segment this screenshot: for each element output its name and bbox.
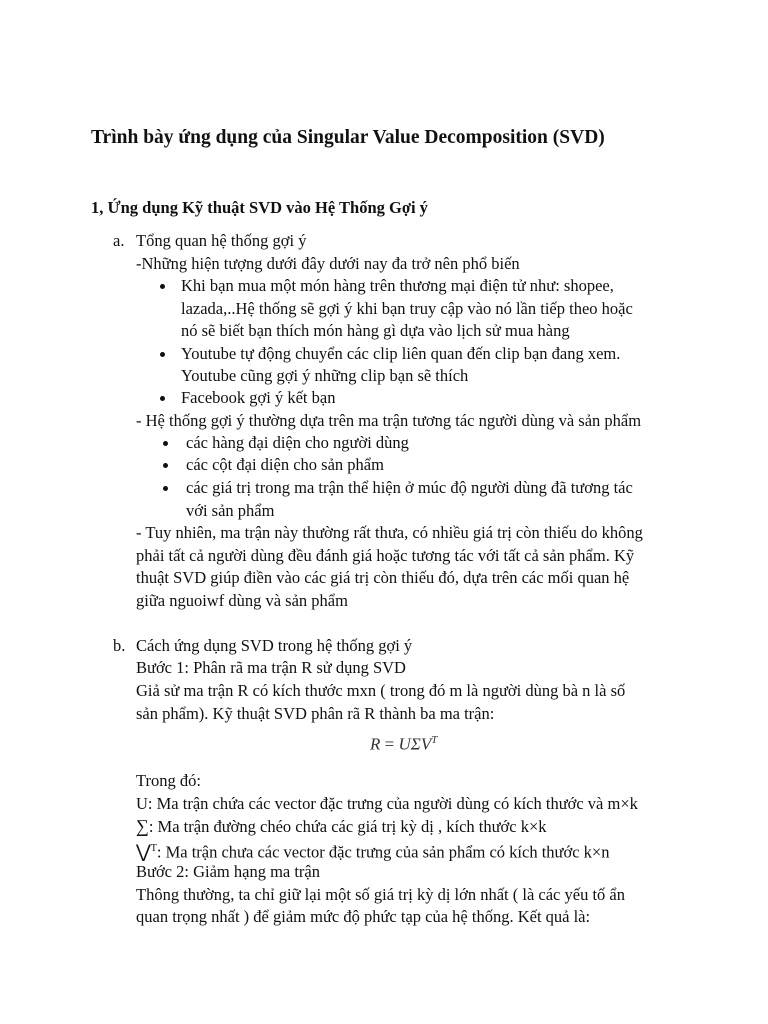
part-a-marker: a.	[113, 231, 125, 250]
v-desc-text: : Ma trận chưa các vector đặc trưng của sản phẩm có kích thước k×n	[156, 842, 610, 862]
paragraph-line: giữa nguoiwf dùng và sản phẩm	[136, 591, 348, 610]
bullet-icon	[163, 486, 168, 491]
bullet-text: Khi bạn mua một món hàng trên thương mại điện tử như: shopee,	[181, 276, 614, 295]
part-a-title: Tổng quan hệ thống gợi ý	[136, 231, 307, 250]
sigma-symbol: ∑	[136, 816, 149, 836]
section-heading: 1, Ứng dụng Kỹ thuật SVD vào Hệ Thống Gợi ý	[91, 198, 428, 217]
step-2-desc: Thông thường, ta chỉ giữ lại một số giá trị kỳ dị lớn nhất ( là các yếu tố ẩn	[136, 885, 625, 904]
sigma-description	[136, 815, 547, 838]
part-b-marker: b.	[113, 636, 126, 655]
step-1-desc: sản phẩm). Kỹ thuật SVD phân rã R thành ba ma trận:	[136, 704, 495, 723]
v-sup: T	[150, 843, 157, 854]
part-b-title: Cách ứng dụng SVD trong hệ thống gợi ý	[136, 636, 413, 655]
page-title: Trình bày ứng dụng của Singular Value Decomposition (SVD)	[91, 127, 605, 148]
step-1-heading: Bước 1: Phân rã ma trận R sử dụng SVD	[136, 658, 406, 677]
paragraph-line: - Tuy nhiên, ma trận này thường rất thưa, có nhiều giá trị còn thiếu do không	[136, 523, 643, 542]
bullet-text: lazada,..Hệ thống sẽ gợi ý khi bạn truy cập vào nó lần tiếp theo hoặc	[181, 299, 633, 318]
bullet-icon	[160, 284, 165, 289]
formula-equals: =	[384, 734, 395, 754]
bullet-icon	[160, 352, 165, 357]
bullet-text: nó sẽ biết bạn thích món hàng gì dựa vào lịch sử mua hàng	[181, 321, 570, 340]
bullet-icon	[163, 463, 168, 468]
bullet-icon	[160, 396, 165, 401]
part-a-intro: -Những hiện tượng dưới đây dưới nay đa trở nên phổ biến	[136, 254, 520, 273]
bullet-text: các cột đại diện cho sản phẩm	[186, 455, 384, 474]
svd-formula	[370, 734, 437, 755]
formula-lhs: R	[370, 734, 381, 754]
paragraph-line: thuật SVD giúp điền vào các giá trị còn thiếu đó, dựa trên các mối quan hệ	[136, 568, 630, 587]
formula-rhs: UΣV	[398, 734, 432, 754]
sigma-desc-text: : Ma trận đường chéo chứa các giá trị kỳ dị , kích thước k×k	[148, 817, 547, 836]
formula-sup: T	[431, 734, 438, 746]
step-2-desc: quan trọng nhất ) để giảm mức độ phức tạp của hệ thống. Kết quả là:	[136, 907, 591, 926]
bullet-text: các hàng đại diện cho người dùng	[186, 433, 409, 452]
bullet-text: Youtube cũng gợi ý những clip bạn sẽ thích	[181, 366, 469, 385]
bullet-text: với sản phẩm	[186, 501, 275, 520]
u-description: U: Ma trận chứa các vector đặc trưng của người dùng có kích thước và m×k	[136, 794, 638, 813]
where-label: Trong đó:	[136, 771, 201, 790]
bullet-text: Youtube tự động chuyển các clip liên quan đến clip bạn đang xem.	[181, 344, 621, 363]
bullet-icon	[163, 441, 168, 446]
step-1-desc: Giả sử ma trận R có kích thước mxn ( trong đó m là người dùng bà n là số	[136, 681, 626, 700]
bullet-text: Facebook gợi ý kết bạn	[181, 388, 336, 407]
v-symbol: ⋁	[136, 841, 151, 862]
v-description	[136, 838, 609, 864]
bullet-text: các giá trị trong ma trận thể hiện ở múc độ người dùng đã tương tác	[186, 478, 633, 497]
paragraph-line: phải tất cả người dùng đều đánh giá hoặc tương tác với tất cả sản phẩm. Kỹ	[136, 546, 635, 565]
step-2-heading: Bước 2: Giảm hạng ma trận	[136, 862, 320, 881]
part-a-intro-2: - Hệ thống gợi ý thường dựa trên ma trận tương tác người dùng và sản phẩm	[136, 411, 642, 430]
